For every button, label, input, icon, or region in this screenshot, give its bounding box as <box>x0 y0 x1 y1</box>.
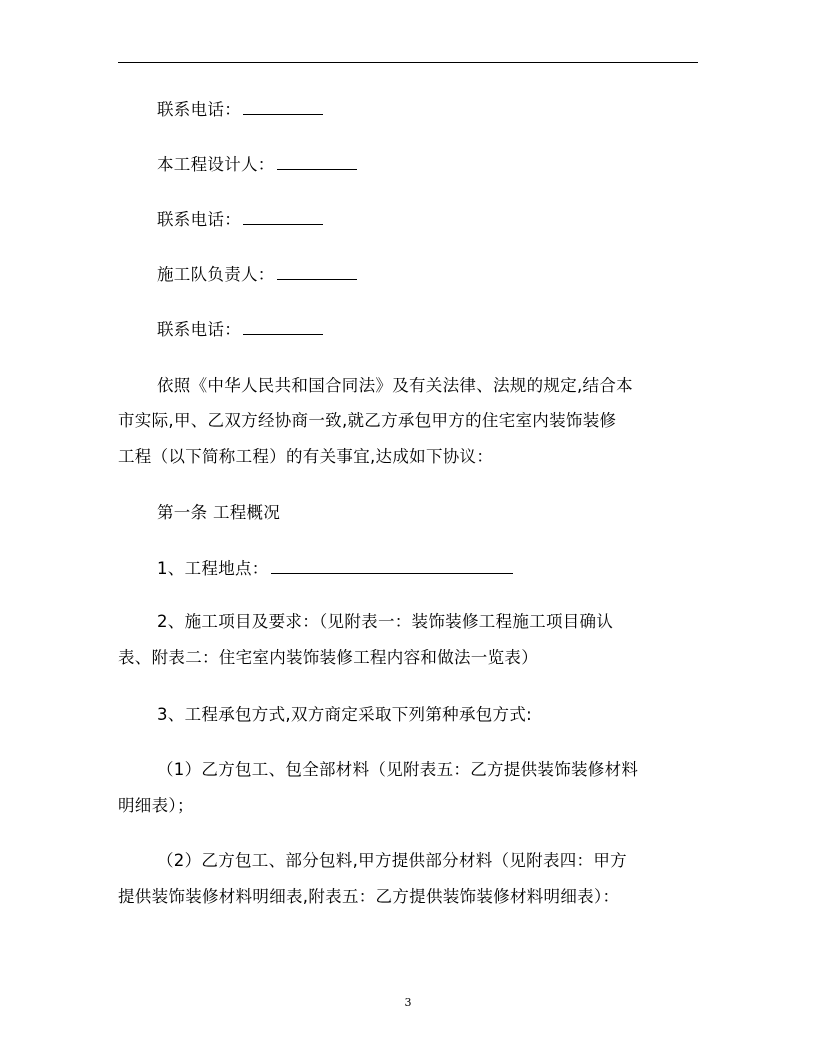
option-2-line-2: 提供装饰装修材料明细表,附表五：乙方提供装饰装修材料明细表）： <box>118 887 620 906</box>
project-location-line <box>157 559 513 579</box>
team-leader-blank <box>277 265 357 280</box>
designer-label: 本工程设计人： <box>157 155 275 174</box>
preamble-paragraph-line-2: 市实际,甲、乙双方经协商一致,就乙方承包甲方的住宅室内装饰装修 <box>118 411 617 430</box>
project-location-blank <box>271 559 513 574</box>
article-heading: 第一条 工程概况 <box>157 503 281 522</box>
option-1-line-2: 明细表）； <box>118 796 194 815</box>
page-number: 3 <box>404 996 412 1009</box>
header-rule <box>118 62 698 63</box>
contact-phone-label: 联系电话： <box>157 100 241 119</box>
team-leader-label: 施工队负责人： <box>157 265 275 284</box>
contact-phone-blank <box>243 210 323 225</box>
contact-phone-line-1 <box>157 100 323 120</box>
contact-phone-blank <box>243 100 323 115</box>
preamble-paragraph-line-1: 依照《中华人民共和国合同法》及有关法律、法规的规定,结合本 <box>157 376 633 395</box>
item-2-line-2: 表、附表二：住宅室内装饰装修工程内容和做法一览表） <box>118 648 538 667</box>
preamble-paragraph-line-3: 工程（以下简称工程）的有关事宜,达成如下协议： <box>118 447 494 466</box>
contact-phone-label: 联系电话： <box>157 320 241 339</box>
contact-phone-label: 联系电话： <box>157 210 241 229</box>
contact-phone-blank <box>243 320 323 335</box>
contact-phone-line-3 <box>157 320 323 340</box>
option-1-line-1: （1）乙方包工、包全部材料（见附表五：乙方提供装饰装修材料 <box>157 760 639 779</box>
designer-blank <box>277 155 357 170</box>
designer-line <box>157 155 357 175</box>
option-2-line-1: （2）乙方包工、部分包料,甲方提供部分材料（见附表四：甲方 <box>157 851 627 870</box>
team-leader-line <box>157 265 357 285</box>
project-location-label: 1、工程地点： <box>157 559 269 578</box>
contact-phone-line-2 <box>157 210 323 230</box>
item-2-line-1: 2、施工项目及要求：（见附表一：装饰装修工程施工项目确认 <box>157 612 614 631</box>
item-3-line: 3、工程承包方式,双方商定采取下列第种承包方式: <box>157 705 533 724</box>
